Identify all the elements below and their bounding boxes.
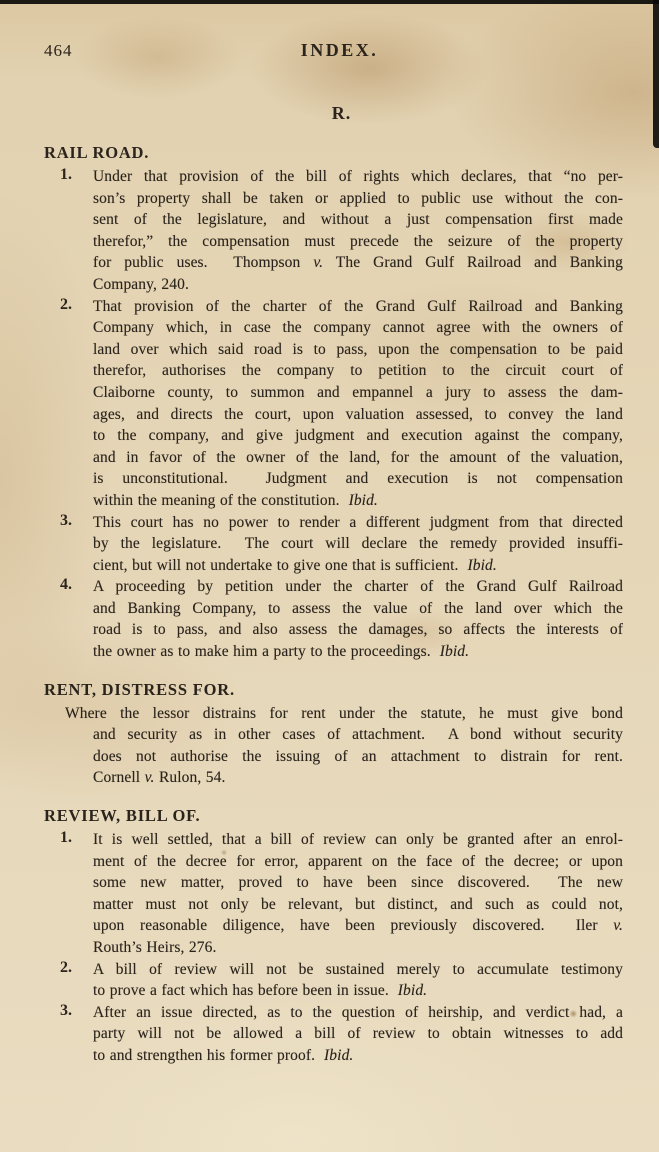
- page-title: INDEX.: [300, 40, 379, 60]
- item-number: 2.: [60, 958, 72, 976]
- text-line: It is well settled, that a bill of review can only be granted after an enrol-: [93, 831, 623, 849]
- text-line: therefor, authorises the company to petition to the circuit court of: [93, 362, 623, 380]
- text-line: land over which said road is to pass, upon the compensation to be paid: [93, 340, 623, 358]
- index-item: [60, 829, 623, 959]
- text-line: Under that provision of the bill of rights which declares, that “no per-: [93, 168, 623, 185]
- item-number: 3.: [60, 511, 72, 529]
- text-line: and Banking Company, to assess the value of the land over which the: [93, 599, 623, 617]
- index-item: [65, 703, 623, 789]
- text-line: to and strengthen his former proof. Ibid.: [93, 1046, 354, 1064]
- text-line: does not authorise the issuing of an attachment to distrain for rent.: [93, 747, 623, 765]
- text-line: ages, and directs the court, upon valuation assessed, to convey the land: [93, 405, 623, 423]
- item-number: 4.: [60, 576, 72, 594]
- text-line: and security as in other cases of attachment. A bond without security: [93, 726, 623, 744]
- text-line: Company, 240.: [93, 275, 189, 293]
- item-number: 1.: [60, 829, 72, 847]
- entry-heading: RAIL ROAD.: [44, 143, 150, 162]
- text-line: ment of the decree for error, apparent on the face of the decree; or upon: [93, 852, 623, 870]
- text-line: son’s property shall be taken or applied to public use without the con-: [93, 189, 623, 207]
- text-line: That provision of the charter of the Grand Gulf Railroad and Banking: [93, 297, 623, 315]
- text-line: to the company, and give judgment and execution against the company,: [93, 427, 623, 445]
- text-line: upon reasonable diligence, have been previously discovered. Iler v.: [93, 917, 623, 935]
- text-line: matter must not only be relevant, but distinct, and such as could not,: [93, 895, 623, 913]
- index-section: [44, 143, 623, 663]
- page-header: [44, 40, 623, 61]
- item-number: 2.: [60, 295, 72, 313]
- text-line: to prove a fact which has before been in issue. Ibid.: [93, 982, 428, 1000]
- section-letter: R.: [331, 103, 352, 123]
- text-line: the owner as to make him a party to the proceedings. Ibid.: [93, 643, 470, 661]
- index-item: [60, 295, 623, 512]
- text-line: road is to pass, and also assess the damages, so affects the interests of: [93, 621, 623, 639]
- text-line: A bill of review will not be sustained merely to accumulate testimony: [93, 960, 623, 978]
- entry-heading: RENT, DISTRESS FOR.: [44, 679, 235, 699]
- text-line: for public uses. Thompson v. The Grand Gulf Railroad and Banking: [93, 254, 623, 272]
- index-item: [60, 576, 623, 662]
- text-line: After an issue directed, as to the question of heirship, and verdict had, a: [93, 1003, 623, 1021]
- text-line: Claiborne county, to summon and empannel a jury to assess the dam-: [93, 383, 623, 401]
- text-line: sent of the legislature, and without a just compensation first made: [93, 211, 623, 229]
- text-line: A proceeding by petition under the charter of the Grand Gulf Railroad: [93, 578, 623, 596]
- text-line: Routh’s Heirs, 276.: [93, 939, 217, 956]
- index-section: [44, 680, 623, 789]
- index-item: [60, 1001, 623, 1067]
- text-line: is unconstitutional. Judgment and execution is not compensation: [93, 470, 623, 488]
- index-item: [60, 511, 623, 577]
- index-section: [44, 806, 623, 1067]
- index-entries: [44, 143, 623, 1067]
- text-line: Cornell v. Rulon, 54.: [93, 769, 226, 787]
- index-item: [60, 166, 623, 296]
- item-number: 3.: [60, 1001, 72, 1019]
- text-line: within the meaning of the constitution. Ibid.: [93, 491, 378, 509]
- index-item: [60, 958, 623, 1002]
- text-line: Where the lessor distrains for rent under the statute, he must give bond: [65, 704, 623, 722]
- text-line: party will not be allowed a bill of review to obtain witnesses to add: [93, 1025, 623, 1043]
- item-number: 1.: [60, 166, 72, 183]
- text-line: some new matter, proved to have been since discovered. The new: [93, 874, 623, 892]
- entry-heading: REVIEW, BILL OF.: [44, 806, 201, 826]
- page-number: 464: [44, 41, 73, 60]
- text-line: and in favor of the owner of the land, for the amount of the valuation,: [93, 448, 623, 466]
- text-line: therefor,” the compensation must precede the seizure of the property: [93, 232, 623, 250]
- text-line: cient, but will not undertake to give one that is sufficient. Ibid.: [93, 556, 497, 574]
- text-line: This court has no power to render a different judgment from that directed: [93, 513, 623, 531]
- text-line: Company which, in case the company cannot agree with the owners of: [93, 319, 623, 337]
- text-line: by the legislature. The court will declare the remedy provided insuffi-: [93, 535, 623, 553]
